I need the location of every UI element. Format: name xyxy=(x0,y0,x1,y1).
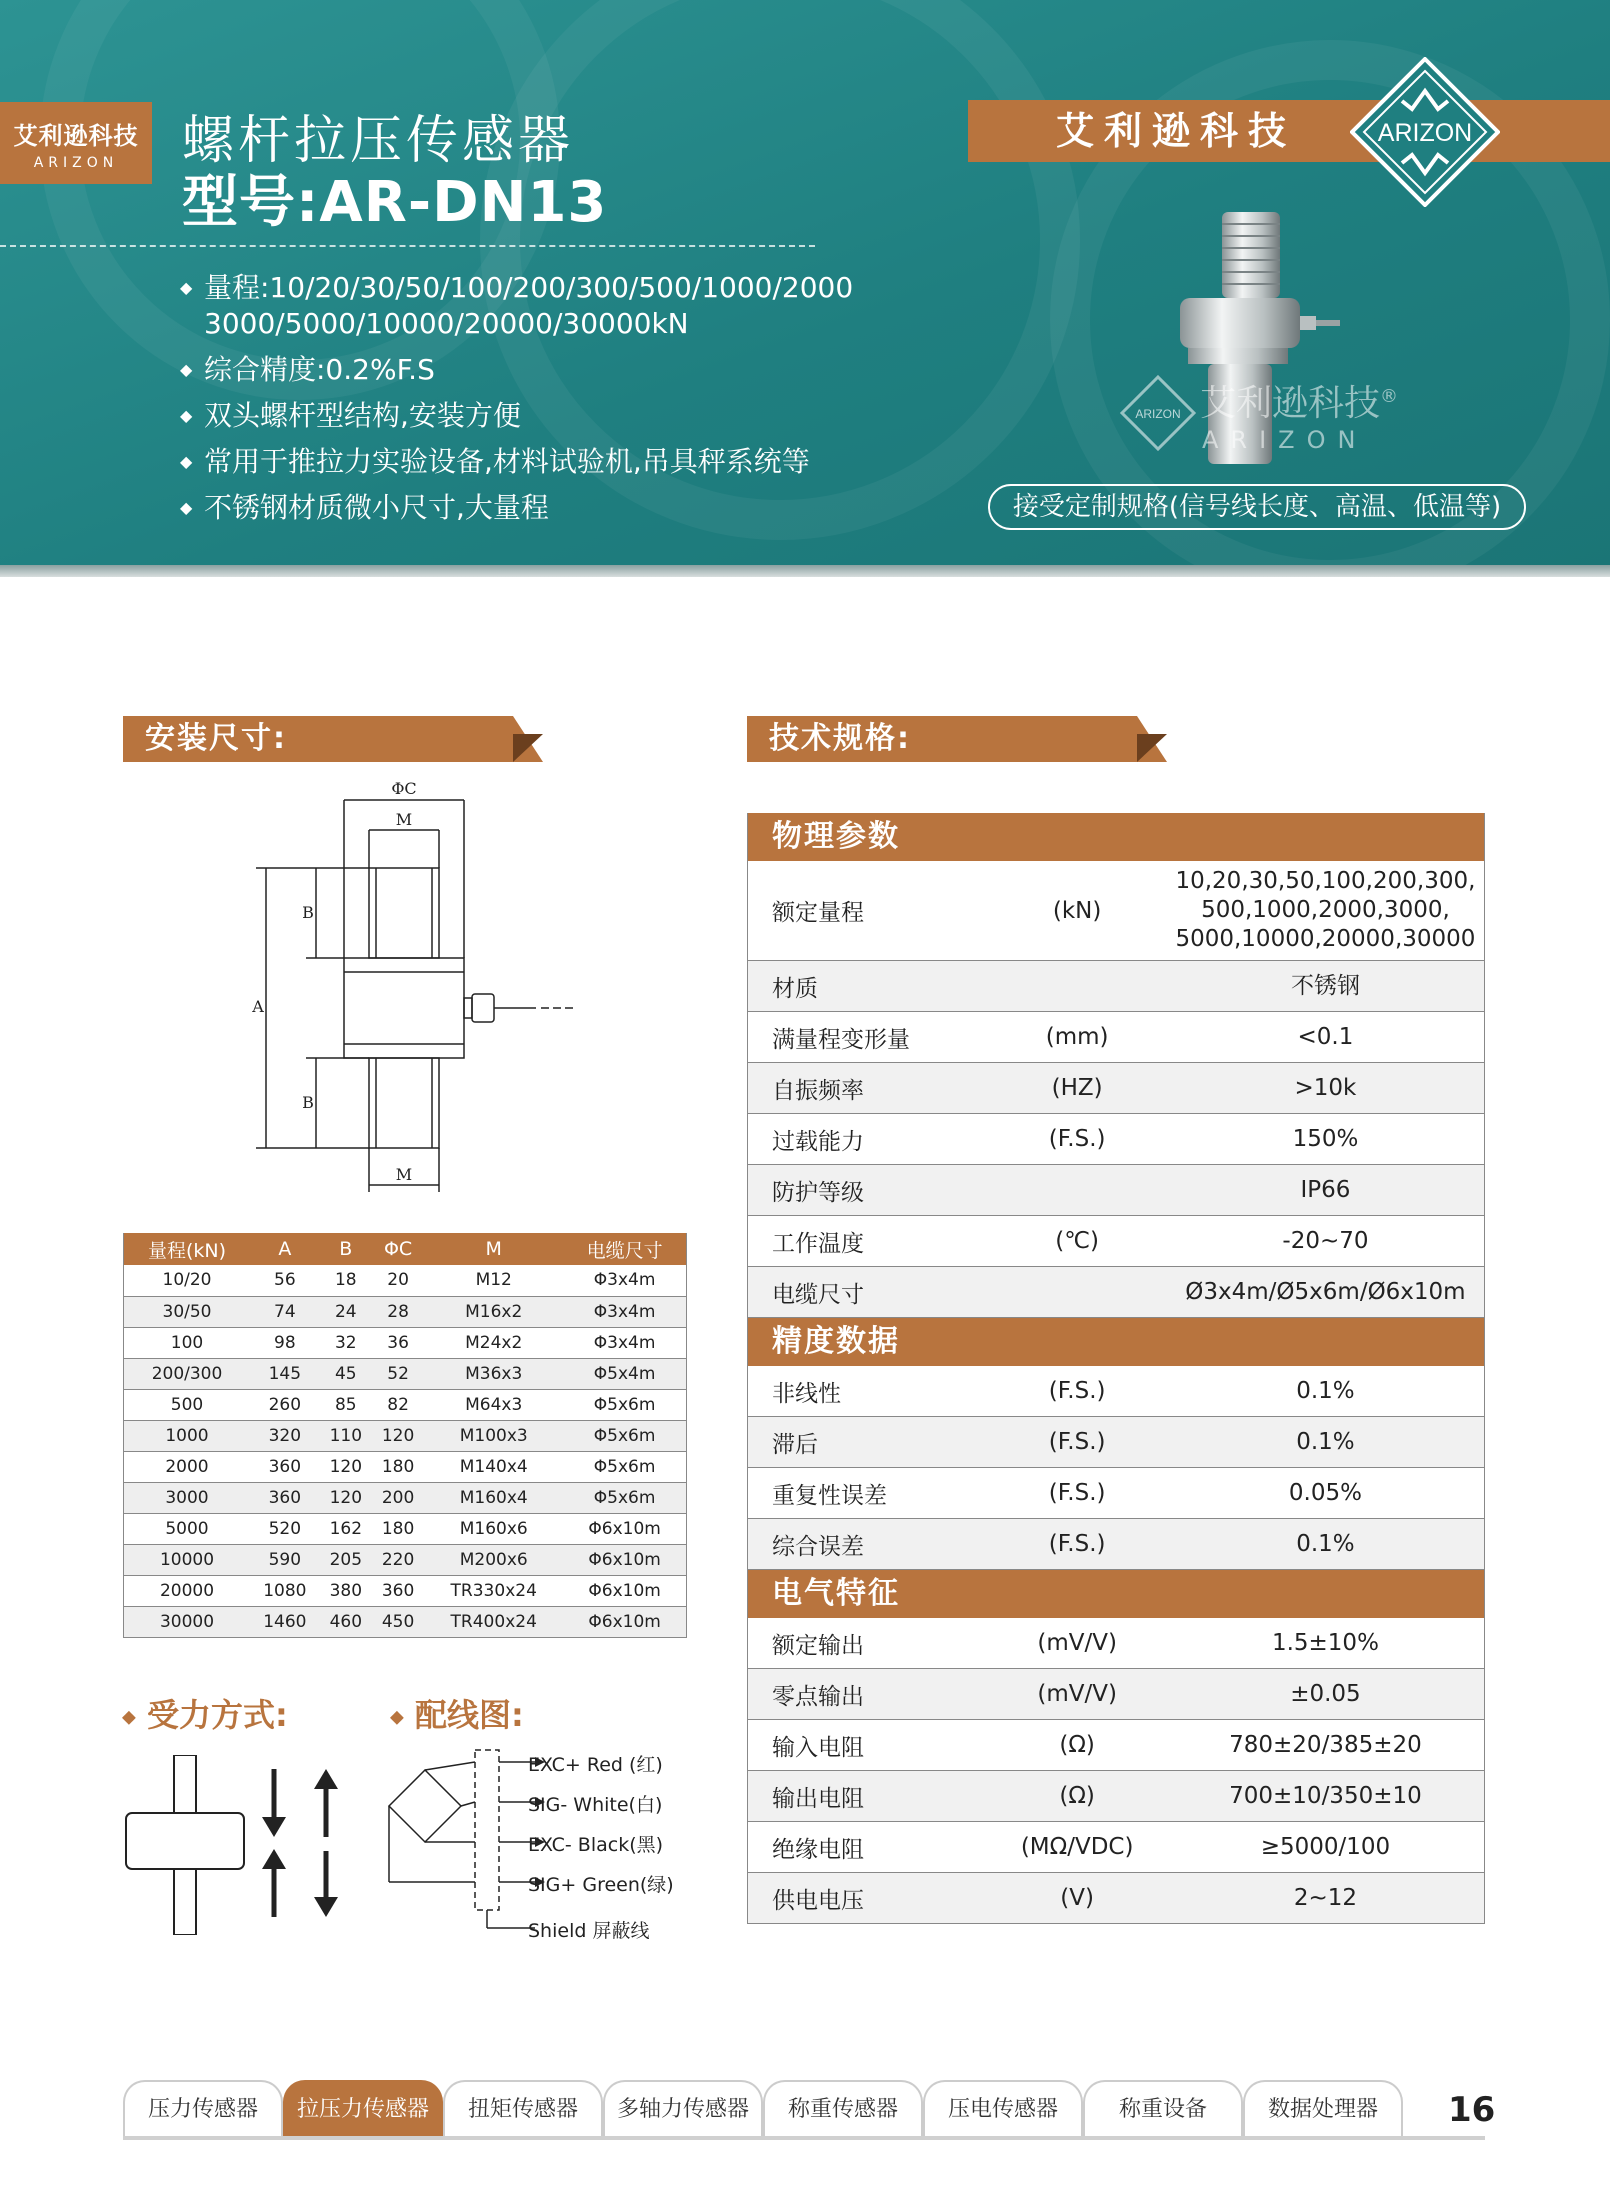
spec-value: 0.05% xyxy=(1288,1479,1362,1506)
spec-value: <0.1 xyxy=(1297,1023,1354,1050)
spec-unit: (MΩ/VDC) xyxy=(1020,1834,1134,1860)
spec-unit: (F.S.) xyxy=(1048,1378,1106,1404)
table-cell: 360 xyxy=(372,1575,424,1606)
table-cell: 5000 xyxy=(124,1513,251,1544)
dim-label-a: A xyxy=(252,997,264,1016)
fold-corner xyxy=(513,734,543,762)
dimension-table xyxy=(123,1233,687,1638)
table-cell: 120 xyxy=(320,1482,372,1513)
brand-badge xyxy=(0,102,152,184)
table-cell: Φ6x10m xyxy=(563,1575,686,1606)
feature-item xyxy=(180,398,853,434)
dim-label-b-bottom: B xyxy=(302,1093,314,1112)
spec-value: ≥5000/100 xyxy=(1260,1833,1391,1860)
table-cell: 120 xyxy=(372,1420,424,1451)
watermark-logo-icon xyxy=(1120,375,1196,451)
table-cell: Φ5x6m xyxy=(563,1420,686,1451)
wire-label-shield: Shield 屏蔽线 xyxy=(528,1920,650,1942)
spec-value: >10k xyxy=(1294,1074,1357,1101)
table-cell: M200x6 xyxy=(424,1544,563,1575)
watermark-en: ARIZON xyxy=(1202,426,1368,454)
tab-category[interactable]: 称重传感器 xyxy=(763,2080,923,2138)
spec-name: 过载能力 xyxy=(772,1128,864,1155)
spec-group-title: 电气特征 xyxy=(748,1570,1484,1618)
spec-name: 滞后 xyxy=(772,1431,818,1458)
table-cell: 52 xyxy=(372,1358,424,1389)
spec-row xyxy=(748,1822,1484,1873)
spec-row xyxy=(748,1618,1484,1669)
table-cell: 30000 xyxy=(124,1606,251,1637)
header-divider xyxy=(0,245,815,247)
spec-row xyxy=(748,861,1484,961)
table-cell: 320 xyxy=(250,1420,320,1451)
table-row xyxy=(124,1544,687,1575)
spec-value: Ø3x4m/Ø5x6m/Ø6x10m xyxy=(1185,1278,1466,1305)
spec-row xyxy=(748,1114,1484,1165)
category-tabs xyxy=(123,2080,1403,2138)
tab-category[interactable]: 拉压力传感器 xyxy=(283,2080,443,2138)
table-cell: Φ5x4m xyxy=(563,1358,686,1389)
table-cell: M64x3 xyxy=(424,1389,563,1420)
spec-unit: (kN) xyxy=(1052,897,1102,924)
table-cell: M140x4 xyxy=(424,1451,563,1482)
banner-shadow xyxy=(0,565,1610,577)
wiring-title xyxy=(390,1690,524,1736)
watermark-cn: 艾利逊科技 xyxy=(1200,383,1381,424)
table-cell: Φ3x4m xyxy=(563,1327,686,1358)
spec-value: ±0.05 xyxy=(1290,1680,1361,1707)
table-cell: 3000 xyxy=(124,1482,251,1513)
spec-value: 700±10/350±10 xyxy=(1229,1782,1422,1809)
spec-row xyxy=(748,1519,1484,1570)
spec-table xyxy=(747,813,1485,1924)
spec-name: 绝缘电阻 xyxy=(772,1836,864,1863)
spec-name: 额定量程 xyxy=(772,900,864,926)
wiring-title-text: 配线图: xyxy=(414,1696,524,1734)
table-cell: M160x6 xyxy=(424,1513,563,1544)
spec-name: 材质 xyxy=(772,975,818,1002)
table-row xyxy=(124,1451,687,1482)
table-cell: 2000 xyxy=(124,1451,251,1482)
spec-section-title: 技术规格: xyxy=(747,716,1167,762)
spec-name: 重复性误差 xyxy=(772,1482,887,1509)
table-header: B xyxy=(320,1233,372,1265)
spec-name: 输入电阻 xyxy=(772,1734,864,1761)
product-model: 型号:AR-DN13 xyxy=(182,170,608,235)
watermark-logo-text: ARIZON xyxy=(1135,407,1181,421)
feature-text: 综合精度:0.2%F.S xyxy=(204,353,435,386)
spec-value: 2~12 xyxy=(1293,1884,1358,1911)
table-cell: Φ5x6m xyxy=(563,1389,686,1420)
feature-text: 双头螺杆型结构,安装方便 xyxy=(204,399,521,432)
tab-category[interactable]: 数据处理器 xyxy=(1243,2080,1403,2138)
logo-text: ARIZON xyxy=(1377,119,1473,147)
brand-en: ARIZON xyxy=(33,155,119,171)
feature-text: 3000/5000/10000/20000/30000kN xyxy=(204,307,689,340)
table-cell: 1460 xyxy=(250,1606,320,1637)
table-cell: 74 xyxy=(250,1296,320,1327)
table-cell: Φ6x10m xyxy=(563,1513,686,1544)
spec-row xyxy=(748,961,1484,1012)
table-cell: 200/300 xyxy=(124,1358,251,1389)
diamond-bullet-icon: ◆ xyxy=(390,1706,404,1728)
table-cell: 590 xyxy=(250,1544,320,1575)
tabs-baseline xyxy=(123,2136,1485,2140)
table-cell: 520 xyxy=(250,1513,320,1544)
table-cell: 1000 xyxy=(124,1420,251,1451)
spec-value: 不锈钢 xyxy=(1290,972,1360,999)
table-row xyxy=(124,1513,687,1544)
wire-label-sig-plus: SIG+ Green(绿) xyxy=(528,1874,674,1896)
table-cell: Φ5x6m xyxy=(563,1451,686,1482)
spec-row xyxy=(748,1720,1484,1771)
force-title-text: 受力方式: xyxy=(146,1696,288,1734)
tab-category[interactable]: 压力传感器 xyxy=(123,2080,283,2138)
spec-unit: (F.S.) xyxy=(1048,1126,1106,1152)
table-cell: 162 xyxy=(320,1513,372,1544)
table-cell: M24x2 xyxy=(424,1327,563,1358)
spec-row xyxy=(748,1012,1484,1063)
table-cell: M100x3 xyxy=(424,1420,563,1451)
table-cell: 180 xyxy=(372,1513,424,1544)
spec-row xyxy=(748,1165,1484,1216)
spec-row xyxy=(748,1669,1484,1720)
table-cell: 45 xyxy=(320,1358,372,1389)
diamond-bullet-icon: ◆ xyxy=(122,1706,136,1728)
tab-category[interactable]: 多轴力传感器 xyxy=(603,2080,763,2138)
install-section-title: 安装尺寸: xyxy=(123,716,543,762)
spec-row xyxy=(748,1417,1484,1468)
table-header: M xyxy=(424,1233,563,1265)
page-number: 16 xyxy=(1448,2090,1496,2130)
table-cell: 10/20 xyxy=(124,1265,251,1296)
spec-unit: (F.S.) xyxy=(1048,1480,1106,1506)
table-cell: 260 xyxy=(250,1389,320,1420)
table-cell: 32 xyxy=(320,1327,372,1358)
table-row xyxy=(124,1389,687,1420)
spec-unit: (Ω) xyxy=(1059,1783,1095,1809)
table-cell: 360 xyxy=(250,1482,320,1513)
force-direction-diagram xyxy=(122,1755,362,1935)
spec-value: 0.1% xyxy=(1296,1377,1355,1404)
table-header-row xyxy=(124,1233,687,1265)
feature-text: 常用于推拉力实验设备,材料试验机,吊具秤系统等 xyxy=(204,445,810,478)
spec-name: 供电电压 xyxy=(772,1887,864,1914)
force-title xyxy=(122,1690,288,1736)
spec-row xyxy=(748,1267,1484,1318)
fold-corner xyxy=(1137,734,1167,762)
spec-value: 0.1% xyxy=(1296,1428,1355,1455)
spec-name: 额定输出 xyxy=(772,1632,864,1659)
header-banner xyxy=(0,0,1610,570)
table-cell: 36 xyxy=(372,1327,424,1358)
wire-label-exc-minus: EXC- Black(黑) xyxy=(528,1834,664,1856)
table-cell: M16x2 xyxy=(424,1296,563,1327)
table-row xyxy=(124,1482,687,1513)
wire-label-sig-minus: SIG- White(白) xyxy=(528,1794,663,1816)
spec-name: 综合误差 xyxy=(772,1533,864,1560)
company-name-bar: 艾利逊科技 xyxy=(968,100,1610,162)
table-cell: Φ6x10m xyxy=(563,1544,686,1575)
spec-unit: (V) xyxy=(1060,1885,1094,1911)
table-cell: 56 xyxy=(250,1265,320,1296)
table-cell: 360 xyxy=(250,1451,320,1482)
table-header: A xyxy=(250,1233,320,1265)
spec-value: 780±20/385±20 xyxy=(1229,1731,1422,1758)
spec-value: 1.5±10% xyxy=(1271,1629,1379,1656)
spec-name: 零点输出 xyxy=(772,1683,864,1710)
spec-unit: (mm) xyxy=(1045,1024,1109,1050)
spec-name: 电缆尺寸 xyxy=(772,1281,864,1308)
table-cell: M12 xyxy=(424,1265,563,1296)
spec-unit: (F.S.) xyxy=(1048,1531,1106,1557)
spec-group-rows xyxy=(748,1366,1484,1570)
spec-unit: (HZ) xyxy=(1051,1075,1103,1101)
table-cell: TR400x24 xyxy=(424,1606,563,1637)
spec-name: 工作温度 xyxy=(772,1230,864,1257)
table-row xyxy=(124,1420,687,1451)
table-cell: 450 xyxy=(372,1606,424,1637)
feature-text: 不锈钢材质微小尺寸,大量程 xyxy=(204,491,549,524)
customization-note: 接受定制规格(信号线长度、高温、低温等) xyxy=(988,484,1526,530)
wire-label-exc-plus: EXC+ Red (红) xyxy=(528,1754,663,1776)
watermark xyxy=(1120,375,1398,454)
feature-item xyxy=(180,270,853,342)
spec-row xyxy=(748,1216,1484,1267)
arizon-logo-icon xyxy=(1350,57,1500,207)
feature-item xyxy=(180,352,853,388)
dim-label-m-bottom: M xyxy=(395,1165,413,1184)
spec-group-title: 物理参数 xyxy=(748,813,1484,861)
table-cell: Φ6x10m xyxy=(563,1606,686,1637)
spec-row xyxy=(748,1873,1484,1924)
table-cell: M160x4 xyxy=(424,1482,563,1513)
feature-text: 量程:10/20/30/50/100/200/300/500/1000/2000 xyxy=(204,271,854,304)
table-cell: 1080 xyxy=(250,1575,320,1606)
table-cell: M36x3 xyxy=(424,1358,563,1389)
dim-label-phic: ΦC xyxy=(391,780,417,798)
spec-name: 满量程变形量 xyxy=(772,1026,910,1053)
spec-name: 输出电阻 xyxy=(772,1785,864,1812)
table-cell: 85 xyxy=(320,1389,372,1420)
spec-name: 自振频率 xyxy=(772,1077,864,1104)
table-cell: 20 xyxy=(372,1265,424,1296)
spec-group-rows xyxy=(748,861,1484,1318)
watermark-reg: ® xyxy=(1380,386,1399,407)
table-header: 电缆尺寸 xyxy=(563,1233,686,1265)
feature-list xyxy=(180,270,853,536)
table-cell: Φ3x4m xyxy=(563,1265,686,1296)
table-cell: 380 xyxy=(320,1575,372,1606)
table-cell: 180 xyxy=(372,1451,424,1482)
spec-value: 150% xyxy=(1292,1125,1359,1152)
table-cell: Φ5x6m xyxy=(563,1482,686,1513)
table-row xyxy=(124,1265,687,1296)
spec-value: 10,20,30,50,100,200,300, 500,1000,2000,3000, 5000,10000,20000,30000 xyxy=(1175,868,1476,952)
table-cell: 120 xyxy=(320,1451,372,1482)
table-cell: 145 xyxy=(250,1358,320,1389)
feature-item xyxy=(180,490,853,526)
table-cell: 10000 xyxy=(124,1544,251,1575)
spec-unit: (mV/V) xyxy=(1037,1681,1117,1707)
spec-name: 非线性 xyxy=(772,1380,841,1407)
table-cell: 200 xyxy=(372,1482,424,1513)
table-row xyxy=(124,1606,687,1637)
table-cell: 100 xyxy=(124,1327,251,1358)
spec-value: 0.1% xyxy=(1296,1530,1355,1557)
product-title: 螺杆拉压传感器 xyxy=(182,111,575,171)
table-header: ΦC xyxy=(372,1233,424,1265)
table-cell: Φ3x4m xyxy=(563,1296,686,1327)
spec-unit: (mV/V) xyxy=(1037,1630,1117,1656)
tab-category[interactable]: 称重设备 xyxy=(1083,2080,1243,2138)
table-cell: 82 xyxy=(372,1389,424,1420)
dim-label-m-top: M xyxy=(395,810,413,829)
table-row xyxy=(124,1358,687,1389)
spec-unit: (Ω) xyxy=(1059,1732,1095,1758)
table-header: 量程(kN) xyxy=(124,1233,251,1265)
table-cell: 30/50 xyxy=(124,1296,251,1327)
table-cell: 24 xyxy=(320,1296,372,1327)
table-cell: 220 xyxy=(372,1544,424,1575)
table-cell: 18 xyxy=(320,1265,372,1296)
spec-row xyxy=(748,1063,1484,1114)
table-row xyxy=(124,1327,687,1358)
dim-label-b-top: B xyxy=(302,903,314,922)
table-cell: 205 xyxy=(320,1544,372,1575)
table-cell: 460 xyxy=(320,1606,372,1637)
table-row xyxy=(124,1296,687,1327)
table-cell: 28 xyxy=(372,1296,424,1327)
tab-category[interactable]: 扭矩传感器 xyxy=(443,2080,603,2138)
spec-row xyxy=(748,1771,1484,1822)
spec-value: -20~70 xyxy=(1282,1227,1369,1254)
spec-row xyxy=(748,1468,1484,1519)
table-cell: 110 xyxy=(320,1420,372,1451)
spec-name: 防护等级 xyxy=(772,1179,864,1206)
spec-unit: (℃) xyxy=(1055,1228,1100,1254)
feature-item xyxy=(180,444,853,480)
dimension-drawing xyxy=(236,780,586,1200)
table-cell: 20000 xyxy=(124,1575,251,1606)
tab-category[interactable]: 压电传感器 xyxy=(923,2080,1083,2138)
spec-unit: (F.S.) xyxy=(1048,1429,1106,1455)
table-cell: 98 xyxy=(250,1327,320,1358)
table-cell: TR330x24 xyxy=(424,1575,563,1606)
spec-row xyxy=(748,1366,1484,1417)
spec-group-title: 精度数据 xyxy=(748,1318,1484,1366)
spec-group-rows xyxy=(748,1618,1484,1924)
spec-value: IP66 xyxy=(1300,1176,1351,1203)
table-row xyxy=(124,1575,687,1606)
brand-cn: 艾利逊科技 xyxy=(13,122,139,150)
table-cell: 500 xyxy=(124,1389,251,1420)
